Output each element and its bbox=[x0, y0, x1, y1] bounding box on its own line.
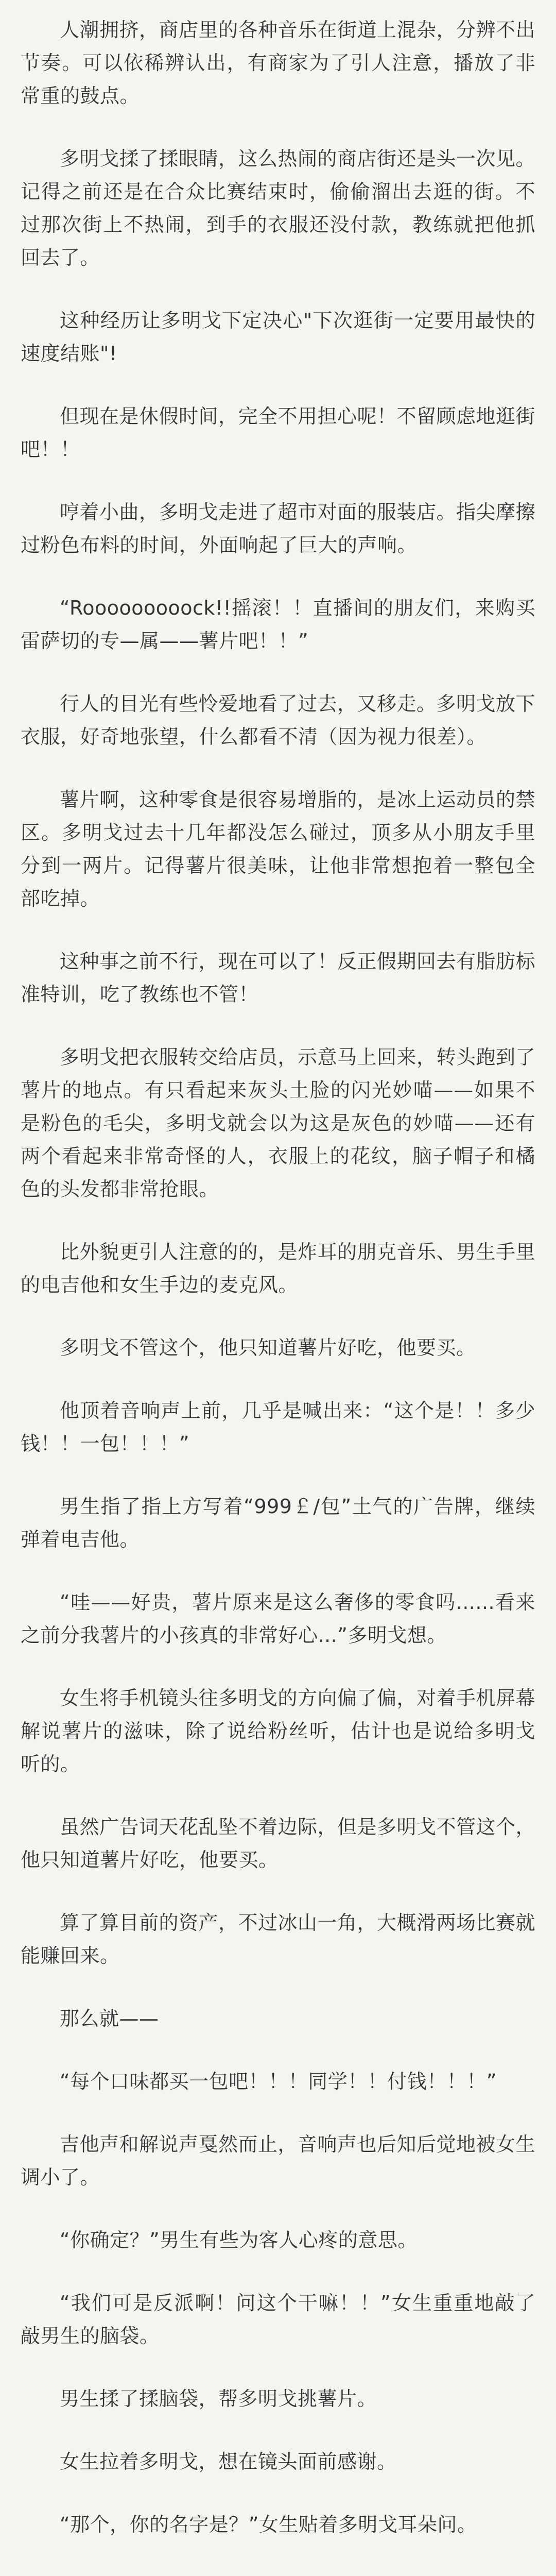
paragraph-27 bbox=[21, 2571, 535, 2576]
paragraph-14: 男生指了指上方写着“999￡/包”土气的广告牌，继续弹着电吉他。 bbox=[21, 1495, 535, 1551]
paragraph-16: 女生将手机镜头往多明戈的方向偏了偏，对着手机屏幕解说薯片的滋味，除了说给粉丝听，估计也是说给多明戈听的。 bbox=[21, 1687, 536, 1775]
paragraph-5: 哼着小曲，多明戈走进了超市对面的服装店。指尖摩擦过粉色布料的时间，外面响起了巨大的声响。 bbox=[21, 501, 536, 556]
paragraph-23: “我们可是反派啊！问这个干嘛！！”女生重重地敲了敲男生的脑袋。 bbox=[21, 2292, 535, 2347]
paragraph-20: “每个口味都买一包吧！！！同学！！付钱！！！” bbox=[60, 2070, 497, 2093]
paragraph-19: 那么就—— bbox=[60, 2007, 159, 2030]
paragraph-7: 行人的目光有些怜爱地看了过去，又移走。多明戈放下衣服，好奇地张望，什么都看不清（因为视力很差）。 bbox=[21, 692, 536, 748]
paragraph-9: 这种事之前不行，现在可以了！反正假期回去有脂肪标准特训，吃了教练也不管！ bbox=[21, 950, 536, 1006]
paragraph-11: 比外貌更引人注意的的，是炸耳的朋克音乐、男生手里的电吉他和女生手边的麦克风。 bbox=[21, 1241, 536, 1296]
paragraph-4: 但现在是休假时间，完全不用担心呢！不留顾虑地逛街吧！！ bbox=[21, 405, 536, 461]
paragraph-13: 他顶着音响声上前，几乎是喊出来：“这个是！！多少钱！！一包！！！” bbox=[21, 1399, 535, 1455]
paragraph-1: 人潮拥挤，商店里的各种音乐在街道上混杂，分辨不出节奏。可以依稀辨认出，有商家为了引人注意，播放了非常重的鼓点。 bbox=[21, 19, 536, 107]
paragraph-2: 多明戈揉了揉眼睛，这么热闹的商店街还是头一次见。记得之前还是在合众比赛结束时，偷偷溜出去逛的街。不过那次街上不热闹，到手的衣服还没付款，教练就把他抓回去了。 bbox=[21, 147, 536, 269]
paragraph-22: “你确定？”男生有些为客人心疼的意思。 bbox=[60, 2229, 418, 2251]
paragraph-8: 薯片啊，这种零食是很容易增脂的，是冰上运动员的禁区。多明戈过去十几年都没怎么碰过，顶多从小朋友手里分到一两片。记得薯片很美味，让他非常想抱着一整包全部吃掉。 bbox=[21, 788, 536, 910]
paragraph-18: 算了算目前的资产，不过冰山一角，大概滑两场比赛就能赚回来。 bbox=[21, 1911, 536, 1967]
paragraph-17: 虽然广告词天花乱坠不着边际，但是多明戈不管这个，他只知道薯片好吃，他要买。 bbox=[21, 1816, 536, 1871]
paragraph-3: 这种经历让多明戈下定决心"下次逛街一定要用最快的速度结账"! bbox=[21, 309, 535, 365]
paragraph-26: “那个，你的名字是？”女生贴着多明戈耳朵问。 bbox=[60, 2513, 477, 2536]
paragraph-12: 多明戈不管这个，他只知道薯片好吃，他要买。 bbox=[60, 1336, 476, 1359]
paragraph-21: 吉他声和解说声戛然而止，音响声也后知后觉地被女生调小了。 bbox=[21, 2133, 536, 2189]
paragraph-24: 男生揉了揉脑袋，帮多明戈挑薯片。 bbox=[60, 2387, 377, 2410]
paragraph-15: “哇——好贵，薯片原来是这么奢侈的零食吗......看来之前分我薯片的小孩真的非常好心...”多明戈想。 bbox=[21, 1591, 535, 1647]
paragraph-25: 女生拉着多明戈，想在镜头面前感谢。 bbox=[60, 2450, 397, 2473]
paragraph-6: “Rooooooooock!!摇滚！！直播间的朋友们，来购买雷萨切的专—属——薯片吧！！” bbox=[21, 597, 535, 652]
paragraph-10: 多明戈把衣服转交给店员，示意马上回来，转头跑到了薯片的地点。有只看起来灰头土脸的闪光妙喵——如果不是粉色的毛尖，多明戈就会以为这是灰色的妙喵——还有两个看起来非常奇怪的人，衣服上的花纹，脑子帽子和橘色的头发都非常抢眼。 bbox=[21, 1046, 536, 1200]
